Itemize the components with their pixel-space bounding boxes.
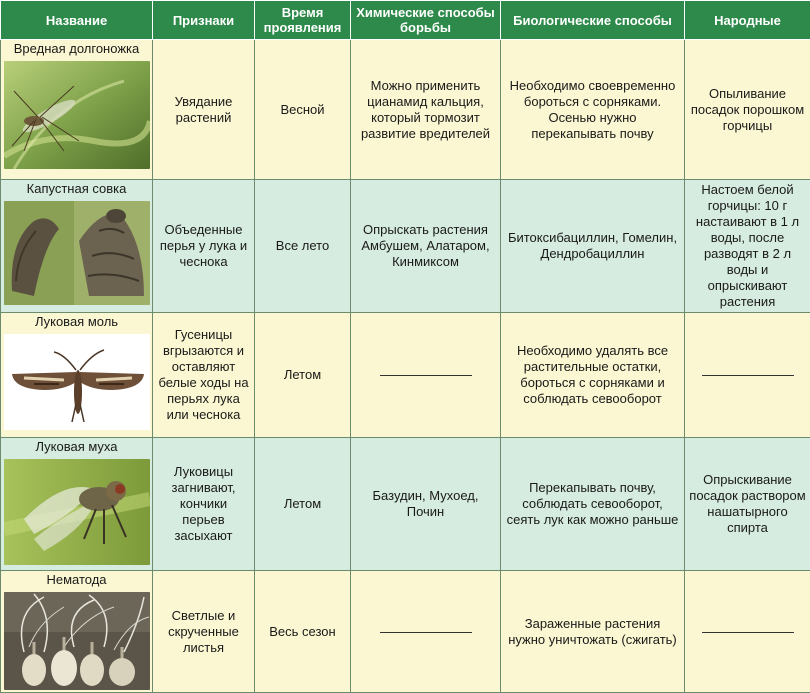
chemical-cell: Можно применить цианамид кальция, который тормозит развитие вредителей — [351, 40, 501, 180]
chemical-cell — [351, 571, 501, 693]
nematode-photo — [4, 592, 150, 690]
chemical-cell: Базудин, Мухоед, Почин — [351, 438, 501, 571]
name-cell — [1, 180, 153, 313]
table-row — [1, 571, 810, 693]
biological-cell: Необходимо своевременно бороться с сорняками. Осенью нужно перекапывать почву — [501, 40, 685, 180]
crane-fly-icon — [4, 61, 150, 169]
crane-fly-photo — [4, 61, 150, 169]
table-row — [1, 438, 810, 571]
biological-cell: Необходимо удалять все растительные остатки, бороться с сорняками и соблюдать севооборот — [501, 313, 685, 438]
table-row — [1, 180, 810, 313]
table-row — [1, 313, 810, 438]
time-cell: Весной — [255, 40, 351, 180]
pest-name: Капустная совка — [26, 181, 127, 196]
pest-name: Луковая муха — [35, 439, 118, 454]
biological-cell: Зараженные растения нужно уничтожать (сжигать) — [501, 571, 685, 693]
name-cell — [1, 40, 153, 180]
header-time: Время проявления — [255, 1, 351, 40]
biological-cell: Битоксибациллин, Гомелин, Дендробациллин — [501, 180, 685, 313]
header-chemical: Химические способы борьбы — [351, 1, 501, 40]
cabbage-moth-photo — [4, 201, 150, 305]
time-cell: Все лето — [255, 180, 351, 313]
folk-cell — [685, 571, 810, 693]
signs-cell: Светлые и скрученные листья — [153, 571, 255, 693]
onion-moth-icon — [4, 334, 150, 430]
cabbage-moth-icon — [4, 201, 150, 305]
table-row — [1, 40, 810, 180]
folk-cell: Настоем белой горчицы: 10 г настаивают в 1 л воды, после разводят в 2 л воды и опрыскивают растения — [685, 180, 810, 313]
header-biological: Биологические способы — [501, 1, 685, 40]
folk-cell — [685, 313, 810, 438]
pest-name: Вредная долгоножка — [13, 41, 140, 56]
empty-dash — [702, 632, 794, 633]
signs-cell: Объеденные перья у лука и чеснока — [153, 180, 255, 313]
header-row — [1, 1, 810, 40]
time-cell: Летом — [255, 438, 351, 571]
chemical-cell — [351, 313, 501, 438]
name-cell — [1, 571, 153, 693]
empty-dash — [380, 375, 472, 376]
pest-name: Луковая моль — [34, 314, 119, 329]
biological-cell: Перекапывать почву, соблюдать севооборот, сеять лук как можно раньше — [501, 438, 685, 571]
header-name: Название — [1, 1, 153, 40]
signs-cell: Увядание растений — [153, 40, 255, 180]
empty-dash — [702, 375, 794, 376]
onion-fly-icon — [4, 459, 150, 565]
chemical-cell: Опрыскать растения Амбушем, Алатаром, Кинмиксом — [351, 180, 501, 313]
header-folk: Народные — [685, 1, 810, 40]
onion-fly-photo — [4, 459, 150, 565]
name-cell — [1, 313, 153, 438]
folk-cell: Опрыскивание посадок раствором нашатырного спирта — [685, 438, 810, 571]
folk-cell: Опыливание посадок порошком горчицы — [685, 40, 810, 180]
onion-moth-photo — [4, 334, 150, 430]
empty-dash — [380, 632, 472, 633]
signs-cell: Луковицы загнивают, кончики перьев засыхают — [153, 438, 255, 571]
header-signs: Признаки — [153, 1, 255, 40]
time-cell: Летом — [255, 313, 351, 438]
signs-cell: Гусеницы вгрызаются и оставляют белые ходы на перьях лука или чеснока — [153, 313, 255, 438]
time-cell: Весь сезон — [255, 571, 351, 693]
pest-name: Нематода — [46, 572, 107, 587]
nematode-icon — [4, 592, 150, 690]
name-cell — [1, 438, 153, 571]
